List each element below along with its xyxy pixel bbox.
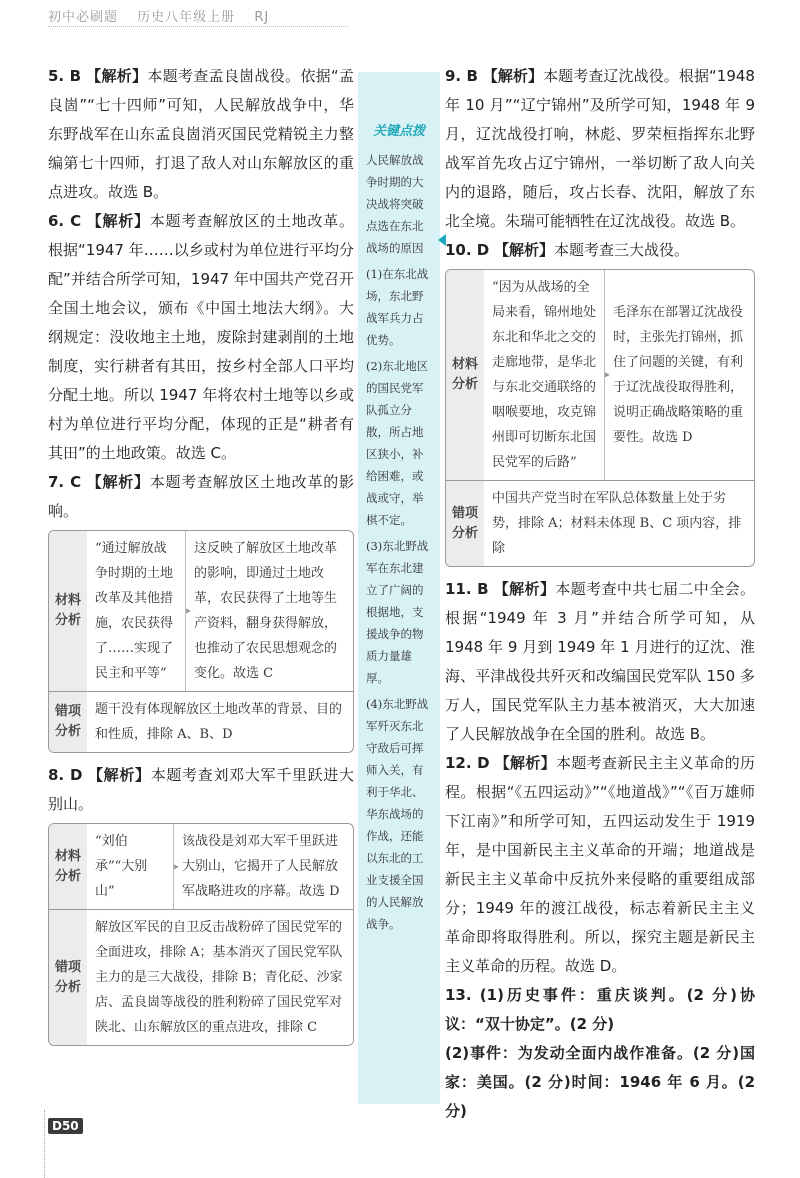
answer-11: 11. B 【解析】本题考查中共七届二中全会。根据“1949 年 3 月”并结合所学可知，从 1948 年 9 月到 1949 年 1 月进行的辽沈、淮海、平津战役共歼灭和改编国民党军队 150 多万人，国民党军队主力基本被消灭，大大加速了人民解放战争在全国的胜利。故选 B。	[445, 580, 755, 743]
header-divider	[48, 26, 348, 27]
answer-10: 10. D 【解析】本题考查三大战役。	[445, 241, 690, 259]
answer-6: 6. C 【解析】本题考查解放区的土地改革。根据“1947 年……以乡或村为单位进行平均分配”并结合所学可知，1947 年中国共产党召开全国土地会议，颁布《中国土地法大纲》。大纲规定：没收地主土地，废除封建剥削的土地制度，实行耕者有其田，按乡村全部人口平均分配土地。所以 1947 年将农村土地等以乡或村为单位进行平均分配，体现的正是“耕者有其田”的土地政策。故选 C。	[48, 212, 354, 462]
wrong-option-label: 错项分析	[49, 910, 87, 1045]
analysis-table-7	[48, 530, 354, 753]
answer-9: 9. B 【解析】本题考查辽沈战役。根据“1948 年 10 月”“辽宁锦州”及所学可知，1948 年 9 月，辽沈战役打响，林彪、罗荣桓指挥东北野战军首先攻占辽宁锦州，一举切断了敌人向关内的退路，随后，攻占长春、沈阳，解放了东北全境。朱瑞可能牺牲在辽沈战役。故选 B。	[445, 67, 755, 230]
page-number: D50	[48, 1118, 83, 1134]
wrong-option-analysis: 解放区军民的自卫反击战粉碎了国民党军的全面进攻，排除 A；基本消灭了国民党军队主力的是三大战役，排除 B；青化砭、沙家店、孟良崮等战役的胜利粉碎了国民党军对陕北、山东解放区的重点进攻，排除 C	[95, 920, 343, 1035]
left-column	[48, 62, 354, 1054]
margin-divider	[44, 1110, 45, 1178]
material-quote: “通过解放战争时期的土地改革及其他措施，农民获得了……实现了民主和平等” ▸	[87, 531, 186, 691]
answer-5: 5. B 【解析】本题考查孟良崮战役。依据“孟良崮”“七十四师”可知，人民解放战争中，华东野战军在山东孟良崮消灭国民党精锐主力整编第七十四师，打退了敌人对山东解放区的重点进攻。故选 B。	[48, 67, 354, 201]
key-tips-title: 关键点拨	[372, 124, 425, 139]
right-column	[445, 62, 755, 1126]
answer-12: 12. D 【解析】本题考查新民主主义革命的历程。根据“《五四运动》”“《地道战》”“《百万雄师下江南》”和所学可知，五四运动发生于 1919 年，是中国新民主主义革命的开端；地道战是新民主主义革命中反抗外来侵略的重要组成部分；1949 年的渡江战役，标志着新民主主义革命即将取得胜利。所以，探究主题是新民主主义革命的历程。故选 D。	[445, 754, 755, 975]
material-quote: “因为从战场的全局来看，锦州地处东北和华北之交的走廊地带，是华北与东北交通联络的咽喉要地，攻克锦州即可切断东北国民党军的后路” ▸	[484, 270, 605, 480]
key-tips-sidebar	[358, 72, 440, 1104]
material-analysis: 该战役是刘邓大军千里跃进大别山，它揭开了人民解放军战略进攻的序幕。故选 D	[182, 834, 340, 899]
answer-8: 8. D 【解析】本题考查刘邓大军千里跃进大别山。	[48, 766, 354, 813]
key-tips-intro: 人民解放战争时期的大决战将突破点选在东北战场的原因	[366, 153, 424, 255]
material-analysis: 毛泽东在部署辽沈战役时，主张先打锦州，抓住了问题的关键，有利于辽沈战役取得胜利，说明正确战略策略的重要性。故选 D	[613, 305, 744, 445]
material-quote: “刘伯承”“大别山” ▸	[87, 824, 174, 909]
material-analysis-label: 材料分析	[49, 824, 87, 909]
key-tip-point: (2)东北地区的国民党军队孤立分散，所占地区狭小，补给困难，或战或守，举棋不定。	[366, 359, 429, 527]
answer-13: 13. (1)历史事件：重庆谈判。(2 分)协议：“双十协定”。(2 分)	[445, 986, 755, 1033]
analysis-table-10	[445, 269, 755, 567]
wrong-option-label: 错项分析	[49, 692, 87, 752]
material-analysis-label: 材料分析	[49, 531, 87, 691]
wrong-option-label: 错项分析	[446, 481, 484, 566]
answer-13-part1: (1)历史事件：重庆谈判。(2 分)协议：“双十协定”。(2 分)	[445, 986, 755, 1033]
wrong-option-analysis: 题干没有体现解放区土地改革的背景、目的和性质，排除 A、B、D	[95, 702, 343, 742]
answer-7: 7. C 【解析】本题考查解放区土地改革的影响。	[48, 473, 354, 520]
material-analysis-label: 材料分析	[446, 270, 484, 480]
wrong-option-analysis: 中国共产党当时在军队总体数量上处于劣势，排除 A；材料未体现 B、C 项内容，排除	[492, 491, 742, 556]
header-book: 历史八年级上册	[137, 10, 236, 25]
key-tip-point: (3)东北野战军在东北建立了广阔的根据地，支援战争的物质力量雄厚。	[366, 539, 429, 685]
key-tip-point: (4)东北野战军歼灭东北守敌后可挥师入关，有利于华北、华东战场的作战，还能以东北的工业支援全国的人民解放战争。	[366, 697, 429, 931]
analysis-table-8	[48, 823, 354, 1046]
answer-13-part2: (2)事件：为发动全面内战作准备。(2 分)国家：美国。(2 分)时间：1946 年 6 月。(2 分)	[445, 1044, 755, 1120]
running-header	[48, 6, 283, 25]
header-series: 初中必刷题	[48, 10, 119, 25]
material-analysis: 这反映了解放区土地改革的影响，即通过土地改革，农民获得了土地等生产资料，翻身获得解放，也推动了农民思想观念的变化。故选 C	[194, 541, 338, 681]
key-tip-point: (1)在东北战场，东北野战军兵力占优势。	[366, 267, 429, 347]
header-edition: RJ	[254, 10, 270, 25]
